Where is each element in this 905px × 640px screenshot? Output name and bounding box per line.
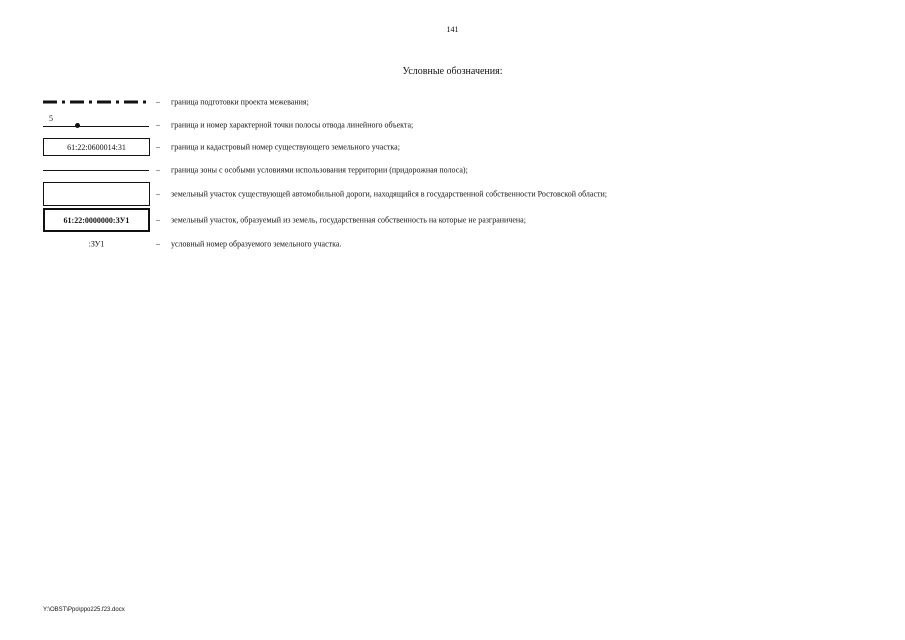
legend-dash: – [156, 239, 160, 249]
legend-item-project-boundary [43, 92, 823, 112]
legend-item-existing-plot [43, 137, 823, 157]
legend-item-characteristic-point [43, 115, 823, 135]
legend-text: граница подготовки проекта межевания; [171, 97, 309, 107]
legend-text: граница и кадастровый номер существующего земельного участка; [171, 142, 400, 152]
road-plot-symbol [43, 182, 150, 206]
page-number: 141 [446, 25, 459, 34]
legend-text: земельный участок существующей автомобильной дороги, находящийся в государственной собственности Ростовской области; [171, 189, 608, 199]
point-number-label: 5 [49, 114, 53, 123]
dash-dot-line-symbol [43, 92, 150, 112]
legend-item-road-plot [43, 180, 823, 208]
legend-text: условный номер образуемого земельного участка. [171, 239, 342, 249]
legend-dash: – [156, 215, 160, 225]
legend-dash: – [156, 97, 160, 107]
legend-dash: – [156, 120, 160, 130]
solid-line-symbol [43, 160, 150, 180]
legend-dash: – [156, 165, 160, 175]
legend-item-roadside-zone [43, 160, 823, 180]
existing-plot-symbol: 61:22:0600014:31 [43, 138, 150, 156]
legend-item-new-plot [43, 207, 823, 233]
zone-boundary-line [43, 170, 149, 171]
legend-text: граница зоны с особыми условиями использования территории (придорожная полоса); [171, 165, 468, 175]
legend-dash: – [156, 142, 160, 152]
point-line-symbol [43, 115, 150, 135]
boundary-line [43, 126, 149, 127]
legend-dash: – [156, 189, 160, 199]
document-path-footer: Y:\OBST\Ppo\ppo225.f23.docx [43, 607, 125, 613]
legend-title: Условные обозначения: [402, 66, 503, 77]
legend-text: земельный участок, образуемый из земель, государственная собственность на которые не разграничена; [171, 215, 526, 225]
legend-text: граница и номер характерной точки полосы отвода линейного объекта; [171, 120, 414, 130]
characteristic-point-marker [75, 123, 80, 128]
plot-number-symbol: :ЗУ1 [88, 239, 105, 249]
legend-item-plot-number [43, 234, 823, 254]
new-plot-symbol: 61:22:0000000:ЗУ1 [43, 208, 150, 232]
